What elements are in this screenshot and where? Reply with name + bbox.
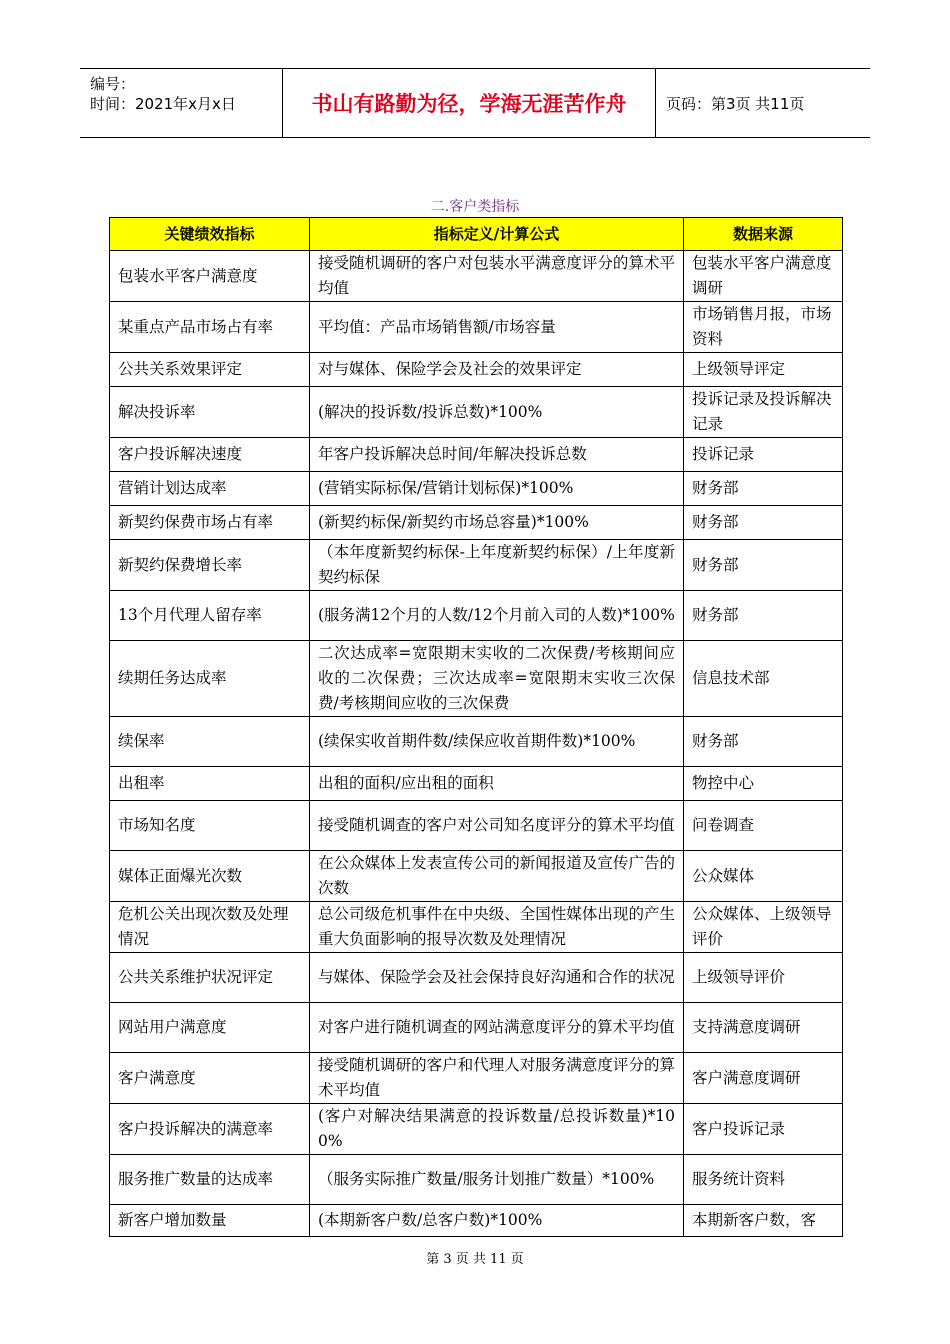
header-page-label: 页码：第3页 共11页 <box>666 94 805 113</box>
cell-definition: 平均值：产品市场销售额/市场容量 <box>310 302 684 353</box>
cell-source: 本期新客户数，客 <box>684 1205 843 1237</box>
cell-definition: (客户对解决结果满意的投诉数量/总投诉数量)*100% <box>310 1104 684 1155</box>
cell-definition: （本年度新契约标保-上年度新契约标保）/上年度新契约标保 <box>310 540 684 591</box>
cell-source: 财务部 <box>684 591 843 641</box>
table-row <box>110 902 843 953</box>
table-row <box>110 801 843 851</box>
cell-definition: 接受随机调查的客户对公司知名度评分的算术平均值 <box>310 801 684 851</box>
header-number-label: 编号： <box>90 75 136 93</box>
cell-kpi: 网站用户满意度 <box>110 1003 310 1053</box>
column-header-definition: 指标定义/计算公式 <box>310 218 684 251</box>
cell-kpi: 客户投诉解决的满意率 <box>110 1104 310 1155</box>
cell-source: 财务部 <box>684 472 843 506</box>
cell-kpi: 媒体正面爆光次数 <box>110 851 310 902</box>
cell-source: 服务统计资料 <box>684 1155 843 1205</box>
cell-kpi: 营销计划达成率 <box>110 472 310 506</box>
table-row <box>110 302 843 353</box>
table-row <box>110 641 843 717</box>
cell-definition: 出租的面积/应出租的面积 <box>310 767 684 801</box>
cell-kpi: 续期任务达成率 <box>110 641 310 717</box>
header-motto: 书山有路勤为径，学海无涯苦作舟 <box>282 69 656 137</box>
cell-source: 财务部 <box>684 506 843 540</box>
cell-kpi: 新客户增加数量 <box>110 1205 310 1237</box>
cell-source: 物控中心 <box>684 767 843 801</box>
cell-definition: 二次达成率=宽限期末实收的二次保费/考核期间应收的二次保费；三次达成率=宽限期末实收三次保费/考核期间应收的三次保费 <box>310 641 684 717</box>
cell-definition: （服务实际推广数量/服务计划推广数量）*100% <box>310 1155 684 1205</box>
cell-source: 投诉记录及投诉解决记录 <box>684 387 843 438</box>
table-row <box>110 438 843 472</box>
section-title: 二.客户类指标 <box>430 199 520 215</box>
table-row <box>110 1155 843 1205</box>
cell-source: 支持满意度调研 <box>684 1003 843 1053</box>
cell-definition: 总公司级危机事件在中央级、全国性媒体出现的产生重大负面影响的报导次数及处理情况 <box>310 902 684 953</box>
cell-source: 包装水平客户满意度调研 <box>684 251 843 302</box>
cell-kpi: 新契约保费市场占有率 <box>110 506 310 540</box>
table-row <box>110 472 843 506</box>
table-row <box>110 353 843 387</box>
header-meta <box>80 69 282 137</box>
kpi-table <box>109 217 843 1237</box>
cell-definition: (续保实收首期件数/续保应收首期件数)*100% <box>310 717 684 767</box>
page-footer: 第 3 页 共 11 页 <box>426 1252 524 1267</box>
cell-source: 上级领导评价 <box>684 953 843 1003</box>
table-row <box>110 953 843 1003</box>
cell-kpi: 公共关系维护状况评定 <box>110 953 310 1003</box>
cell-definition: 对与媒体、保险学会及社会的效果评定 <box>310 353 684 387</box>
cell-definition: 对客户进行随机调查的网站满意度评分的算术平均值 <box>310 1003 684 1053</box>
table-row <box>110 1003 843 1053</box>
cell-definition: (营销实际标保/营销计划标保)*100% <box>310 472 684 506</box>
cell-kpi: 客户满意度 <box>110 1053 310 1104</box>
table-row <box>110 851 843 902</box>
cell-kpi: 市场知名度 <box>110 801 310 851</box>
table-row <box>110 591 843 641</box>
cell-source: 市场销售月报，市场资料 <box>684 302 843 353</box>
cell-definition: 在公众媒体上发表宣传公司的新闻报道及宣传广告的次数 <box>310 851 684 902</box>
cell-source: 公众媒体 <box>684 851 843 902</box>
cell-source: 投诉记录 <box>684 438 843 472</box>
cell-kpi: 续保率 <box>110 717 310 767</box>
table-row <box>110 506 843 540</box>
cell-source: 问卷调查 <box>684 801 843 851</box>
cell-definition: 接受随机调研的客户和代理人对服务满意度评分的算术平均值 <box>310 1053 684 1104</box>
cell-source: 客户投诉记录 <box>684 1104 843 1155</box>
page-header <box>80 68 870 138</box>
cell-kpi: 某重点产品市场占有率 <box>110 302 310 353</box>
cell-kpi: 危机公关出现次数及处理情况 <box>110 902 310 953</box>
table-row <box>110 767 843 801</box>
cell-kpi: 包装水平客户满意度 <box>110 251 310 302</box>
column-header-kpi: 关键绩效指标 <box>110 218 310 251</box>
cell-source: 财务部 <box>684 540 843 591</box>
cell-definition: (新契约标保/新契约市场总容量)*100% <box>310 506 684 540</box>
cell-definition: (解决的投诉数/投诉总数)*100% <box>310 387 684 438</box>
table-body <box>110 251 843 1237</box>
cell-source: 公众媒体、上级领导评价 <box>684 902 843 953</box>
cell-kpi: 出租率 <box>110 767 310 801</box>
table-row <box>110 387 843 438</box>
cell-source: 客户满意度调研 <box>684 1053 843 1104</box>
cell-definition: 与媒体、保险学会及社会保持良好沟通和合作的状况 <box>310 953 684 1003</box>
cell-definition: 接受随机调研的客户对包装水平满意度评分的算术平均值 <box>310 251 684 302</box>
cell-kpi: 新契约保费增长率 <box>110 540 310 591</box>
table-row <box>110 251 843 302</box>
table-header-row <box>110 218 843 251</box>
cell-kpi: 解决投诉率 <box>110 387 310 438</box>
cell-kpi: 服务推广数量的达成率 <box>110 1155 310 1205</box>
column-header-source: 数据来源 <box>684 218 843 251</box>
cell-definition: 年客户投诉解决总时间/年解决投诉总数 <box>310 438 684 472</box>
cell-kpi: 13个月代理人留存率 <box>110 591 310 641</box>
cell-source: 信息技术部 <box>684 641 843 717</box>
cell-kpi: 公共关系效果评定 <box>110 353 310 387</box>
cell-definition: (服务满12个月的人数/12个月前入司的人数)*100% <box>310 591 684 641</box>
table-row <box>110 1053 843 1104</box>
table-row <box>110 1104 843 1155</box>
cell-kpi: 客户投诉解决速度 <box>110 438 310 472</box>
table-row <box>110 717 843 767</box>
cell-source: 财务部 <box>684 717 843 767</box>
header-date-label: 时间：2021年x月x日 <box>90 95 236 113</box>
table-row <box>110 1205 843 1237</box>
table-row <box>110 540 843 591</box>
cell-definition: (本期新客户数/总客户数)*100% <box>310 1205 684 1237</box>
cell-source: 上级领导评定 <box>684 353 843 387</box>
